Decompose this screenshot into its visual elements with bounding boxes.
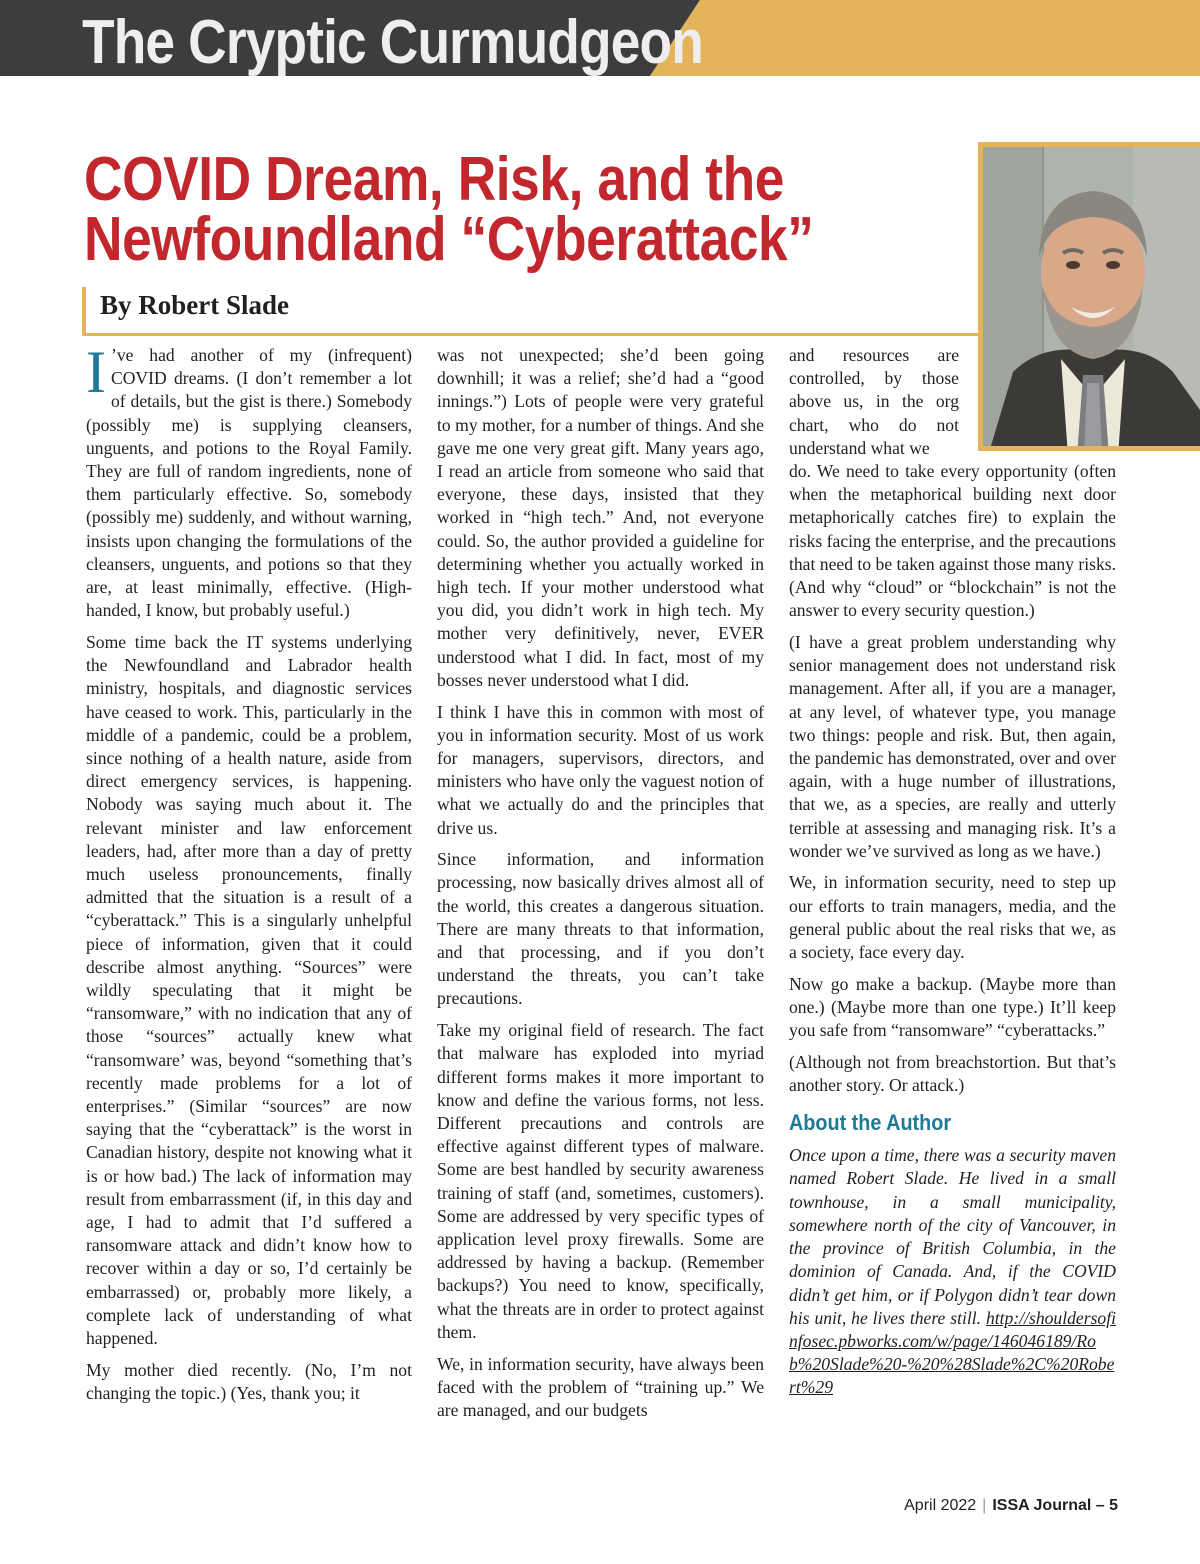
article-headline: COVID Dream, Risk, and the Newfoundland “Cyberattack” bbox=[84, 145, 814, 274]
byline-accent-bar bbox=[82, 287, 86, 335]
paragraph bbox=[86, 339, 412, 622]
paragraph: do. We need to take every opportunity (often when the metaphorical building next door metaphorically catches fire) to explain the risks facing the enterprise, and the precautions that need to be taken against those many risks. (And why “cloud” or “blockchain” is not the answer to every security question.) bbox=[789, 461, 1116, 621]
column-title: The Cryptic Curmudgeon bbox=[82, 8, 703, 76]
journal-page-number: ISSA Journal – 5 bbox=[992, 1497, 1118, 1514]
author-byline: By Robert Slade bbox=[100, 290, 289, 320]
paragraph: and resources are controlled, by those above us, in the org chart, who do not understand what we bbox=[789, 345, 959, 458]
paragraph: Some time back the IT systems underlying the Newfoundland and Labrador health ministry, hospitals, and diagnostic services have ceased to work. This, particularly in the middle of a pandemic, could be a problem, since nothing of a health nature, aside from direct emergency services, is happening. Nobody was saying much about it. The relevant minister and law enforcement leaders, had, after more than a day of pretty much useless pronouncements, finally admitted that the situation is a result of a “cyberattack.” This is a singularly unhelpful piece of information, given that it could describe almost anything. “Sources” were wildly speculating that it might be “ransomware,” with no indication that any of those “sources” actually knew what “ransomware’ was, beyond “something that’s recently made problems for a lot of enterprises.” (Similar “sources” are now saying that the “cyberattack” is the worst in Canadian history, despite not knowing what it is or how bad.) The lack of information may result from embarrassment (if, in this day and age, I had to admit that I’d suffered a ransomware attack and didn’t know how to recover within a day or so, I’d certainly be embarrassed) or, probably more likely, a complete lack of understanding of what happened. bbox=[86, 631, 412, 1349]
about-author-bio: Once upon a time, there was a security maven named Robert Slade. He lived in a small townhouse, in a small municipality, somewhere north of the city of Vancouver, in the province of British Columbia, in the dominion of Canada. And, if the COVID didn’t get him, or if Polygon didn’t tear down his unit, he lives there still. bbox=[789, 1145, 1116, 1328]
byline-rule bbox=[82, 333, 982, 336]
paragraph: (Although not from breachstortion. But that’s another story. Or attack.) bbox=[789, 1051, 1116, 1096]
about-author-heading: About the Author bbox=[789, 1110, 952, 1136]
paragraph: We, in information security, need to step up our efforts to train managers, media, and the general public about the real risks that we, as a society, face every day. bbox=[789, 872, 1116, 963]
article-column-2 bbox=[437, 344, 764, 1431]
author-photo bbox=[978, 142, 1200, 451]
paragraph: (I have a great problem understanding why senior management does not understand risk management. After all, if you are a manager, at any level, of whatever type, you manage two things: people and risk. But, then again, the pandemic has demonstrated, over and over again, with a huge number of illustrations, that we, as a species, are really and utterly terrible at assessing and managing risk. It’s a wonder we’ve survived as long as we have.) bbox=[789, 631, 1116, 861]
article-column-3-narrow bbox=[789, 344, 959, 469]
paragraph: I think I have this in common with most of you in information security. Most of us work for managers, supervisors, directors, and ministers who have only the vaguest notion of what we actually do and the principles that drive us. bbox=[437, 701, 764, 838]
paragraph: was not unexpected; she’d been going downhill; it was a relief; she’d had a “good innings.”) Lots of people were very grateful to my mother, for a number of things. And she gave me one very great gift. Many years ago, I read an article from someone who said that everyone, these days, insisted that they worked in “high tech.” And, not everyone could. So, the author provided a guideline for determining whether you actually worked in high tech. If your mother understood what you did, you didn’t work in high tech. My mother very definitively, never, EVER understood what I did. In fact, most of my bosses never understood what I did. bbox=[437, 345, 764, 690]
author-portrait-image bbox=[983, 147, 1200, 451]
paragraph: Since information, and information processing, now basically drives almost all of the world, this creates a dangerous situation. There are many threats to that information, and that processing, and if you don’t understand the threats, you can’t take precautions. bbox=[437, 849, 764, 1009]
about-author-text bbox=[789, 1144, 1116, 1399]
issue-date: April 2022 bbox=[904, 1497, 977, 1514]
article-column-1 bbox=[86, 339, 412, 1414]
paragraph: We, in information security, have always been faced with the problem of “training up.” We are managed, and our budgets bbox=[437, 1353, 764, 1420]
footer-separator: | bbox=[982, 1497, 987, 1514]
drop-cap: I bbox=[86, 339, 106, 405]
section-banner bbox=[0, 0, 1200, 76]
paragraph: Take my original field of research. The fact that malware has exploded into myriad different forms makes it more important to know and define the various forms, not less. Different precautions and controls are effective against different types of malware. Some are best handled by security awareness training of staff (and, sometimes, customers). Some are addressed by very specific types of application level proxy firewalls. Some are addressed by having a backup. (Remember backups?) You need to know, specifically, what the threats are in order to protect against them. bbox=[437, 1020, 764, 1342]
page-footer bbox=[904, 1497, 1118, 1515]
article-column-3 bbox=[789, 460, 1116, 1408]
paragraph-text: ’ve had another of my (infrequent) COVID dreams. (I don’t remember a lot of details, but the gist is there.) Somebody (possibly me) is supplying cleansers, unguents, and potions to the Royal Family. They are full of random ingredients, none of them particularly effective. So, somebody (possibly me) suddenly, and without warning, insists upon changing the formulations of the cleansers, unguents, and potions so that they are, at least minimally, effective. (High-handed, I know, but probably useful.) bbox=[86, 345, 412, 621]
paragraph: Now go make a backup. (Maybe more than one.) (Maybe more than one type.) It’ll keep you safe from “ransomware” “cyberattacks.” bbox=[789, 973, 1116, 1041]
author-profile-link[interactable]: http://shouldersofinfosec.pbworks.com/w/page/146046189/Rob%20Slade%20-%20%28Slade%2C%20Robert%29 bbox=[789, 1307, 1116, 1398]
paragraph: My mother died recently. (No, I’m not changing the topic.) (Yes, thank you; it bbox=[86, 1359, 412, 1403]
